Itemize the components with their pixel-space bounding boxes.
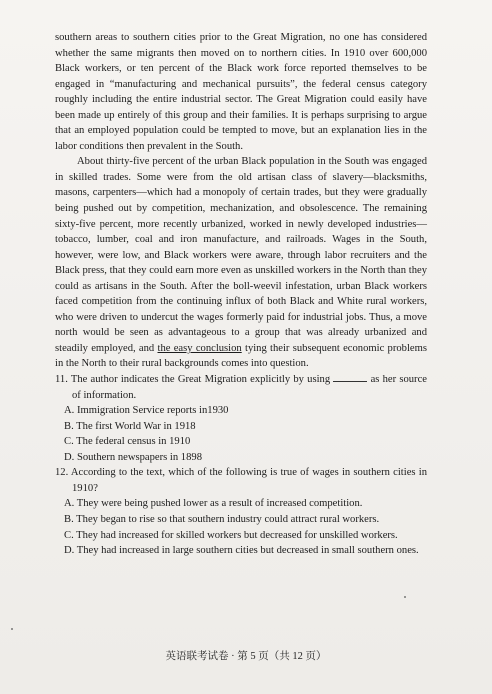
option-11-b: B. The first World War in 1918	[64, 420, 196, 432]
question-11-stem	[55, 372, 427, 403]
option-11-d: D. Southern newspapers in 1898	[64, 451, 202, 463]
passage-paragraph-2-end: tying their subsequent economic problems in the North to their rural backgrounds comes into question.	[55, 342, 427, 370]
option-12-c: C. They had increased for skilled workers but decreased for unskilled workers.	[64, 529, 398, 541]
option-12-a: A. They were being pushed lower as a result of increased competition.	[64, 498, 363, 510]
option-12-b: B. They began to rise so that southern industry could attract rural workers.	[64, 513, 380, 525]
question-11-stem-end: as her source of information.	[72, 374, 427, 401]
question-12-stem: 12. According to the text, which of the following is true of wages in southern cities in 1910?	[55, 467, 427, 494]
page-footer: 英语联考试卷 · 第 5 页（共 12 页）	[165, 651, 327, 662]
question-11-stem-start: 11. The author indicates the Great Migration explicitly by using	[55, 374, 334, 386]
underlined-phrase: the easy conclusion	[157, 342, 242, 354]
scan-speck	[11, 628, 13, 630]
option-11-a: A. Immigration Service reports in1930	[64, 405, 229, 417]
answer-blank	[333, 372, 367, 382]
question-11	[55, 372, 427, 465]
page-content	[55, 30, 427, 559]
scan-speck	[404, 596, 406, 598]
passage-paragraph-2-text: About thirty-five percent of the urban Black population in the South was engaged in skilled trades. Some were from the old artisan class of slavery—blacksmiths, masons, carpenters—which had a monopoly of certain trades, but they were gradually being pushed out by competition, mechanization, and obsolescence. The remaining sixty-five percent, more recently urbanized, worked in newly developed industries—tobacco, lumber, coal and iron manufacture, and railroads. Wages in the South, however, were low, and Black workers were aware, through labor recruiters and the Black press, that they could earn more even as unskilled workers in the North than they could as artisans in the South. After the boll-weevil infestation, urban Black workers faced competition from the continuing influx of both Black and White rural workers, who were driven to undercut the wages formerly paid for industrial jobs. Thus, a move north would be seen as advantageous to a group that was already urbanized and steadily employed, and	[55, 156, 427, 354]
passage-paragraph-1: southern areas to southern cities prior to the Great Migration, no one has considered whether the same migrants then moved on to northern cities. In 1910 over 600,000 Black workers, or ten percent of the Black work force reported themselves to be engaged in “manufacturing and mechanical pursuits”, the federal census category roughly including the entire industrial sector. The Great Migration could easily have been made up entirely of this group and their families. It is perhaps surprising to argue that an employed population could be tempted to move, but an explanation lies in the labor conditions then prevalent in the South.	[55, 32, 427, 152]
passage-paragraph-2	[55, 154, 427, 372]
option-11-c: C. The federal census in 1910	[64, 436, 191, 448]
question-12	[55, 465, 427, 558]
option-12-d: D. They had increased in large southern cities but decreased in small southern ones.	[64, 545, 419, 557]
